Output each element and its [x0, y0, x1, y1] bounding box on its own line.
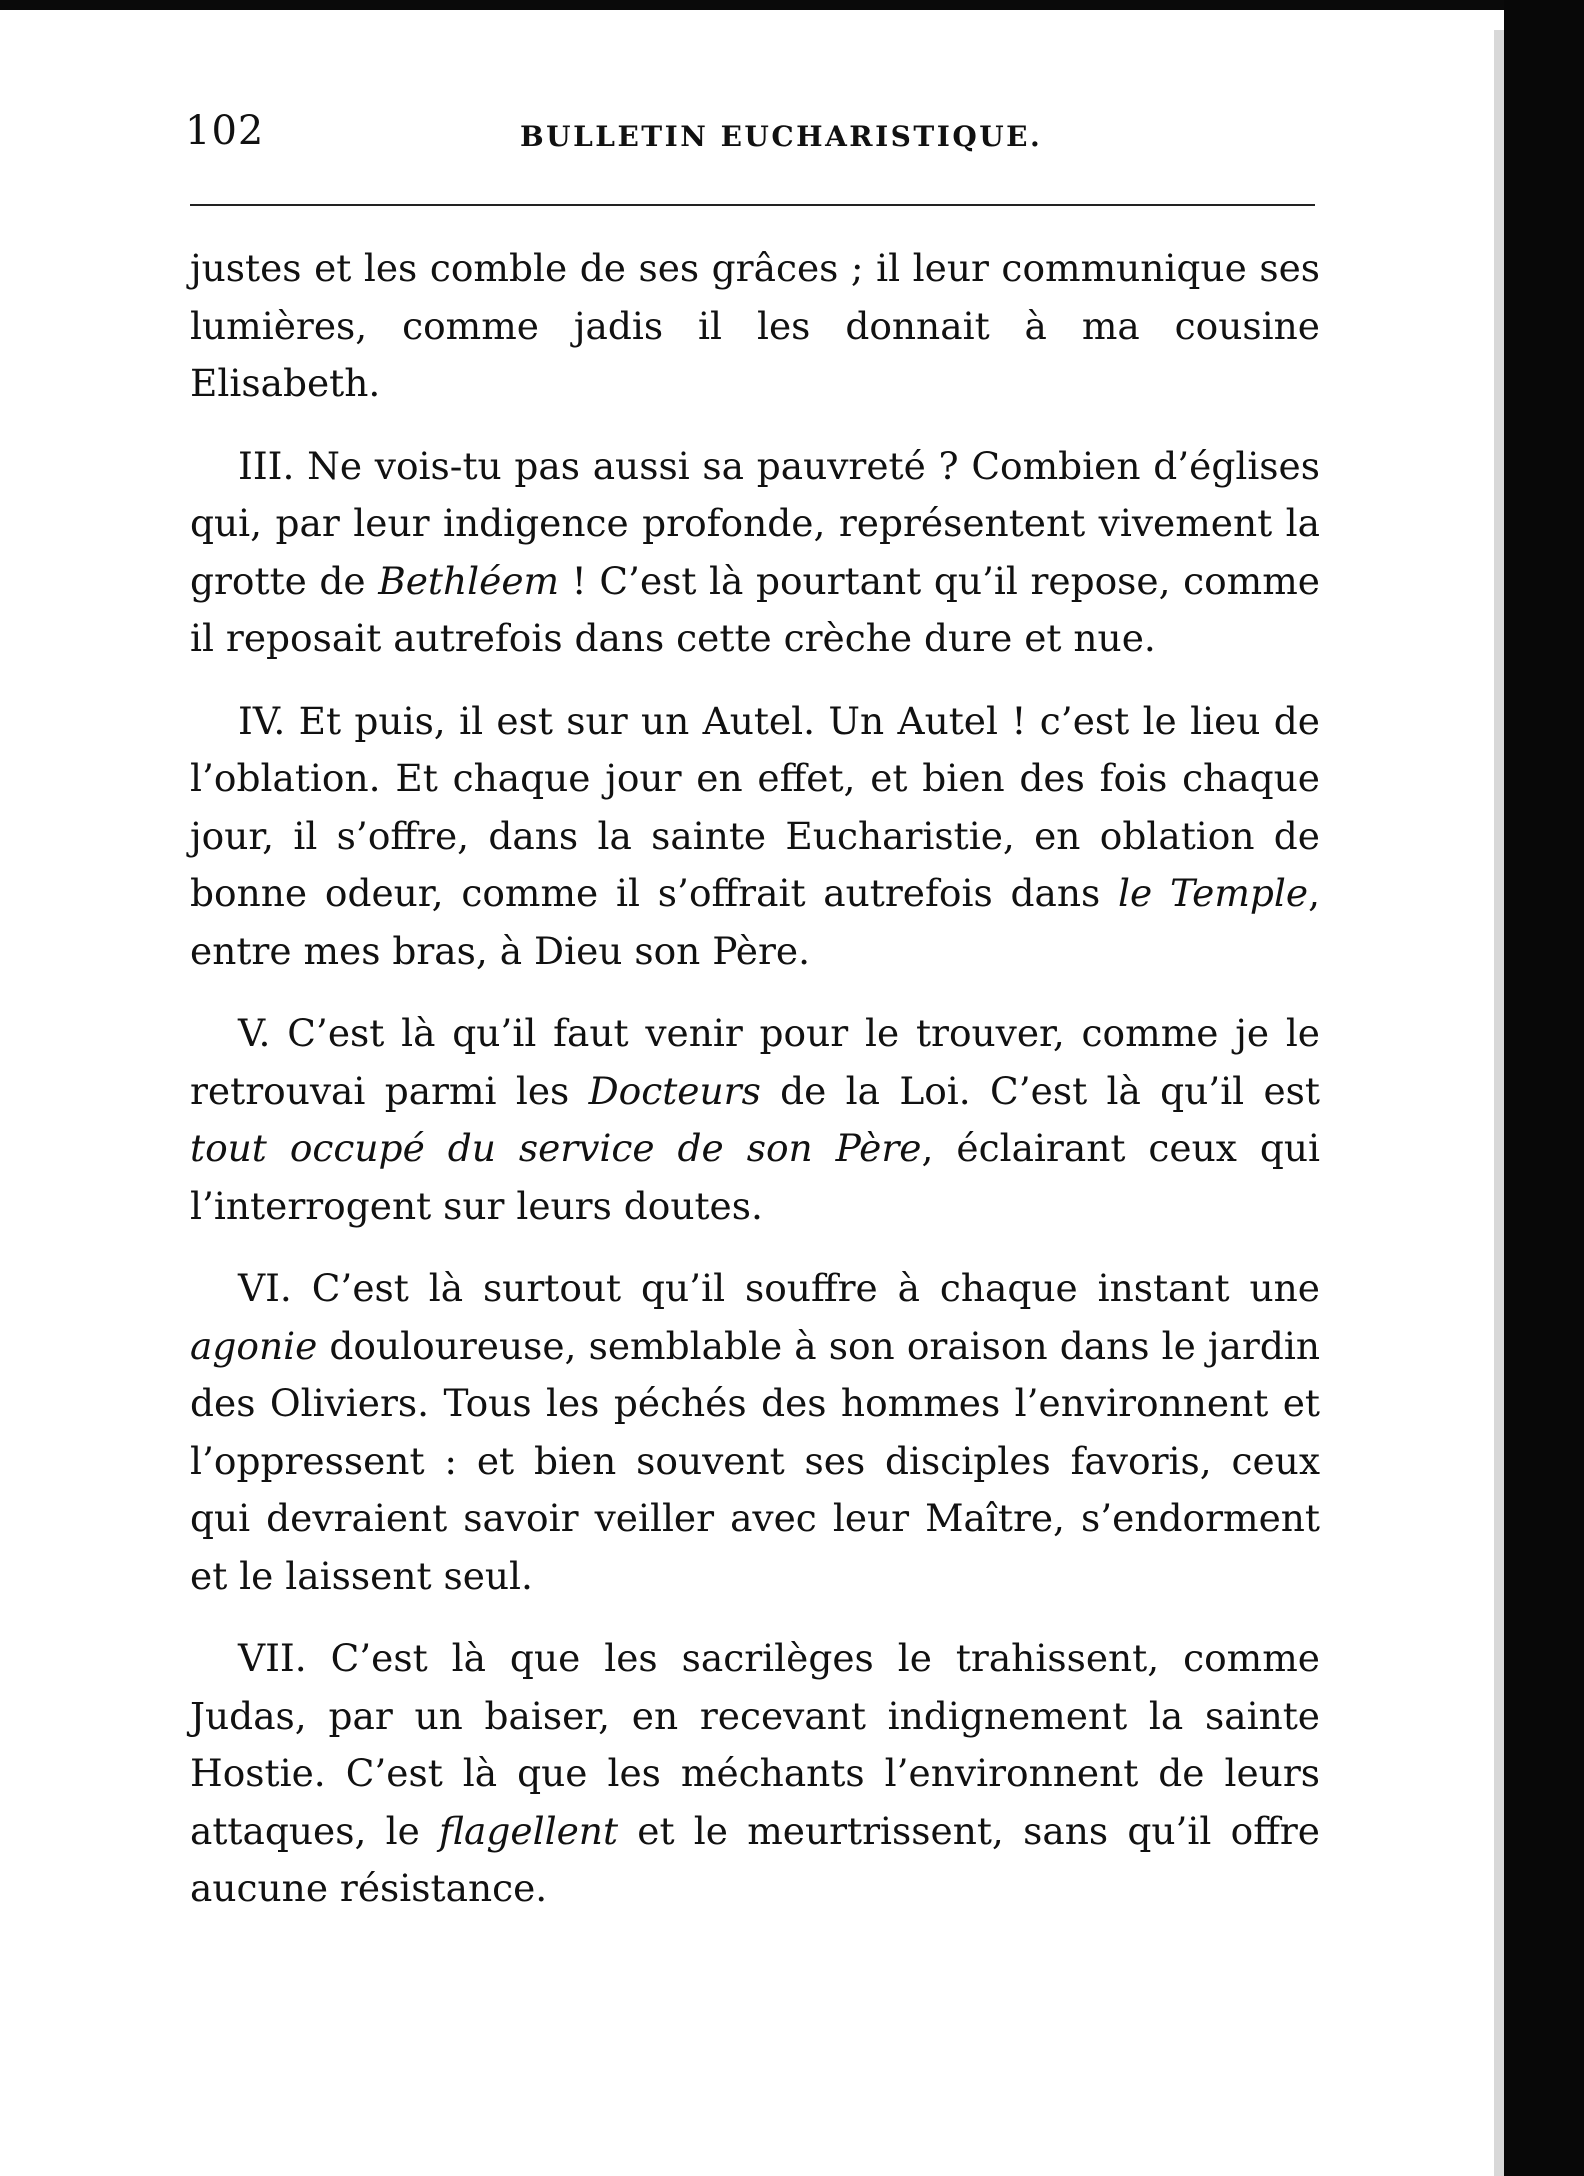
- text-run: douloureuse, semblable à son oraison dans le jardin des Oliviers. Tous les péchés des hommes l’environnent et l’oppressent : et bien souvent ses disciples favoris, ceux qui devraient savoir veiller avec leur Maître, s’endorment et le laissent seul.: [190, 1323, 1320, 1598]
- body-text: [190, 240, 1320, 1943]
- italic-phrase: agonie: [190, 1323, 318, 1368]
- text-run: , entre mes bras, à Dieu son Père.: [190, 871, 1320, 973]
- paragraph-p0: [190, 240, 1320, 413]
- italic-phrase: flagellent: [439, 1808, 619, 1853]
- book-page: [185, 100, 1325, 1910]
- scan-gutter-shadow: [1494, 30, 1504, 2176]
- text-run: , éclairant ceux qui l’interrogent sur leurs doutes.: [190, 1126, 1320, 1228]
- text-run: justes et les comble de ses grâces ; il leur communique ses lumières, comme jadis il les donnait à ma cousine Elisabeth.: [190, 246, 1320, 405]
- italic-phrase: Bethléem: [378, 558, 560, 603]
- scan-border-top: [0, 0, 1584, 10]
- paragraph-p7: [190, 1630, 1320, 1918]
- paragraph-p5: [190, 1005, 1320, 1235]
- text-run: V. C’est là qu’il faut venir pour le trouver, comme je le retrouvai parmi les: [190, 1011, 1320, 1113]
- text-run: ! C’est là pourtant qu’il repose, comme il reposait autrefois dans cette crèche dure et nue.: [190, 558, 1320, 660]
- italic-phrase: le Temple: [1118, 871, 1309, 915]
- text-run: IV. Et puis, il est sur un Autel. Un Autel ! c’est le lieu de l’oblation. Et chaque jour en effet, et bien des fois chaque jour, il s’offre, dans la sainte Eucharistie, en oblation de bonne odeur, comme il s’offrait autrefois dans: [190, 698, 1320, 915]
- italic-phrase: Docteurs: [588, 1068, 761, 1113]
- italic-phrase: tout occupé du service de son Père: [190, 1126, 922, 1170]
- header-rule: [190, 204, 1315, 206]
- page-header: [185, 100, 1325, 160]
- text-run: de la Loi. C’est là qu’il est: [760, 1068, 1320, 1113]
- page-number: 102: [185, 108, 265, 154]
- paragraph-p4: [190, 693, 1320, 981]
- scan-border-right: [1504, 0, 1584, 2176]
- text-run: VI. C’est là surtout qu’il souffre à chaque instant une: [238, 1266, 1320, 1310]
- running-title: BULLETIN EUCHARISTIQUE.: [520, 120, 1043, 153]
- paragraph-p3: [190, 438, 1320, 668]
- text-run: VII. C’est là que les sacrilèges le trahissent, comme Judas, par un baiser, en recevant indignement la sainte Hostie. C’est là que les méchants l’environnent de leurs attaques, le: [190, 1636, 1320, 1853]
- text-run: III. Ne vois-tu pas aussi sa pauvreté ? Combien d’églises qui, par leur indigence profonde, représentent vivement la grotte de: [190, 443, 1320, 603]
- text-run: et le meurtrissent, sans qu’il offre aucune résistance.: [190, 1808, 1320, 1910]
- paragraph-p6: [190, 1260, 1320, 1605]
